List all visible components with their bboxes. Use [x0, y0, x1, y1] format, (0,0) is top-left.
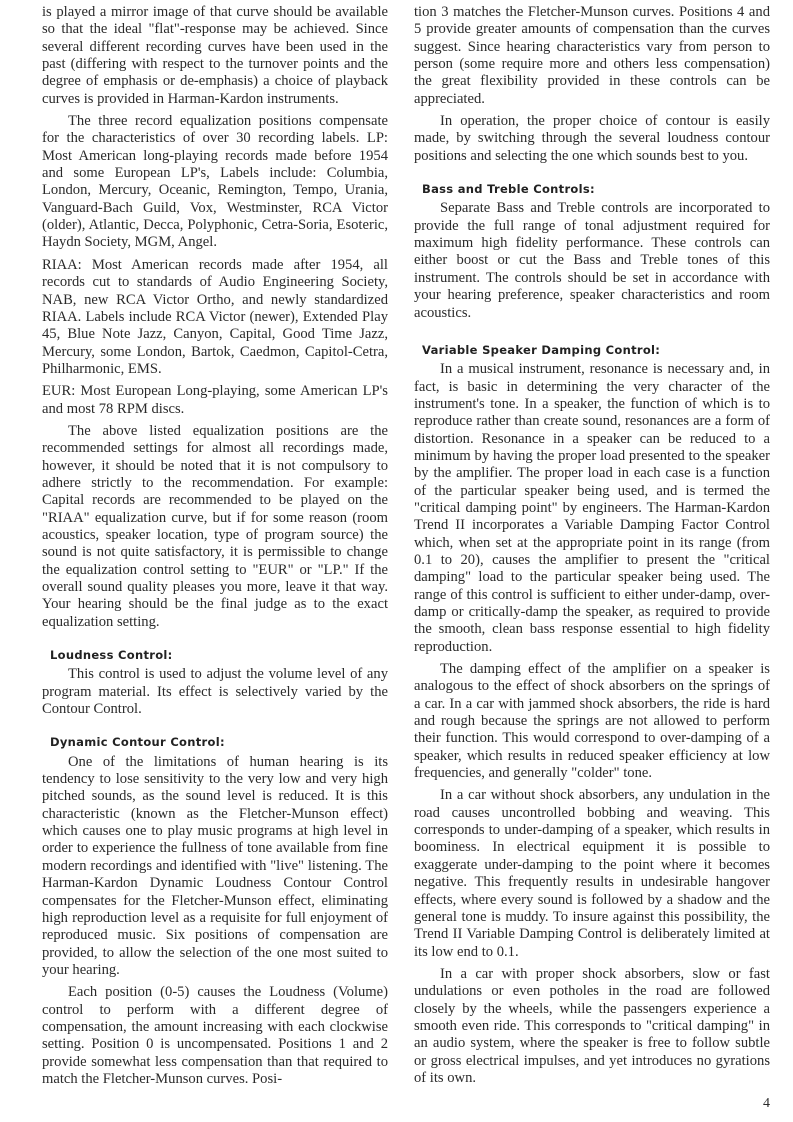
paragraph: One of the limitations of human hearing is its tendency to lose sensitivity to the very low and very high pitched sounds, as the sound level is reduced. It is this characteristic (known as the Fletcher-Munson effect) which causes one to play music programs at high level in order to experience the fullness of tone available from fine modern recordings and identified with "live" listening. The Harman-Kardon Dynamic Loudness Contour Control compensates for the Fletcher-Munson effect, eliminating high reproduction level as a requisite for full enjoyment of reproduced music. Six positions of compensation are provided, to allow the selection of the one most suited to your hearing.: [42, 753, 388, 978]
page-number: 4: [763, 1096, 770, 1111]
paragraph: In a car without shock absorbers, any undulation in the road causes uncontrolled bobbing and weaving. This corresponds to under-damping of a speaker, which results in boominess. In electrical equipment it is possible to exaggerate under-damping to the point where it becomes negative. This frequently results in undesirable hangover effects, where every sound is followed by a shadow and the general tone is muddy. To insure against this possibility, the Trend II Variable Damping Control is deliberately limited at its low end to 0.1.: [414, 787, 770, 960]
paragraph: This control is used to adjust the volume level of any program material. Its effect is selectively varied by the Contour Control.: [42, 666, 388, 718]
paragraph: RIAA: Most American records made after 1954, all records cut to standards of Audio Engineering Society, NAB, new RCA Victor Ortho, and newly standardized RIAA. Labels include RCA Victor (newer), Extended Play 45, Blue Note Jazz, Canyon, Capital, Good Time Jazz, Mercury, some London, Bartok, Caedmon, Capitol-Cetra, Philharmonic, EMS.: [42, 256, 388, 377]
paragraph: The damping effect of the amplifier on a speaker is analogous to the effect of shock absorbers on the springs of a car. In a car with jammed shock absorbers, the ride is hard and rough because the springs are not allowed to perform their function. This would correspond to over-damping of a speaker, which results in reduced speaker efficiency at low frequencies, and generally "colder" tone.: [414, 661, 770, 782]
paragraph: tion 3 matches the Fletcher-Munson curves. Positions 4 and 5 provide greater amounts of compensation than the curves suggest. Since hearing characteristics vary from person to person (some require more and others less compensation) the great flexibility provided in these controls can be appreciated.: [414, 4, 770, 107]
section-heading-damping: Variable Speaker Damping Control:: [422, 342, 661, 357]
paragraph: Each position (0-5) causes the Loudness (Volume) control to perform with a different degree of compensation, the amount increasing with each clockwise setting. Position 0 is uncompensated. Positions 1 and 2 provide somewhat less compensation than that required to match the Fletcher-Munson curves. Posi-: [42, 984, 388, 1087]
paragraph: In operation, the proper choice of contour is easily made, by switching through the several loudness contour positions and selecting the one which sounds best to you.: [414, 113, 770, 164]
section-heading-loudness: Loudness Control:: [50, 648, 173, 663]
paragraph: In a musical instrument, resonance is necessary and, in fact, is basic in determining the very character of the instrument's tone. In a speaker, the function of which is to reproduce rather than create sound, resonances are a form of distortion. Resonance in a speaker can be reduced to a minimum by having the proper load presented to the speaker by the amplifier. The proper load in each case is a function of the particular speaker being used, and is termed the "critical damping point" by engineers. The Harman-Kardon Trend II incorporates a Variable Damping Factor Control which, when set at the appropriate point in its range (from 0.1 to 20), causes the amplifier to present the "critical damping" load to the particular speaker being used. The range of this control is sufficient to either under-damp, over-damp or critically-damp the speaker, as required to provide the smooth, clean bass response essential to high fidelity reproduction.: [414, 361, 770, 655]
paragraph: Separate Bass and Treble controls are incorporated to provide the full range of tonal adjustment required for maximum high fidelity performance. These controls can either boost or cut the Bass and Treble tones of this instrument. The controls should be set in accordance with your hearing preference, speaker characteristics and room acoustics.: [414, 200, 770, 321]
paragraph: EUR: Most European Long-playing, some American LP's and most 78 RPM discs.: [42, 383, 388, 417]
right-column: [414, 4, 770, 1092]
paragraph: The above listed equalization positions are the recommended settings for almost all recordings made, however, it should be noted that it is not compulsory to adhere strictly to the recommendation. For example: Capital records are recommended to be played on the "RIAA" equalization curve, but if for some reason (room acoustics, speaker location, type of program source) the sound is not quite satisfactory, it is permissible to change the equalization control setting to "EUR" or "LP." If the overall sound quality pleases you more, leave it that way. Your hearing should be the final judge as to the exact equalization setting.: [42, 422, 388, 630]
section-heading-contour: Dynamic Contour Control:: [50, 735, 225, 750]
paragraph: The three record equalization positions compensate for the characteristics of over 30 recording labels. LP: Most American long-playing records made before 1954 and some European LP's, Labels include: Columbia, London, Mercury, Oceanic, Remington, Tempo, Urania, Vanguard-Bach Guild, Vox, Westminster, RCA Victor (older), Atlantic, Decca, Polyphonic, Cetra-Soria, Esoteric, Haydn Society, MGM, Angel.: [42, 113, 388, 251]
section-heading-bass-treble: Bass and Treble Controls:: [422, 182, 595, 197]
left-column: [42, 4, 388, 1093]
paragraph: In a car with proper shock absorbers, slow or fast undulations or even potholes in the road are followed closely by the wheels, while the passengers experience a smooth even ride. This corresponds to "critical damping" in an audio system, where the speaker is free to follow subtle or gross electrical impulses, and yet introduces no gyrations of its own.: [414, 965, 770, 1086]
paragraph: is played a mirror image of that curve should be available so that the ideal "flat"-response may be achieved. Since several different recording curves have been used in the past (differing with respect to the turnover points and the degree of emphasis or de-emphasis) a choice of playback curves is provided in Harman-Kardon instruments.: [42, 4, 388, 107]
